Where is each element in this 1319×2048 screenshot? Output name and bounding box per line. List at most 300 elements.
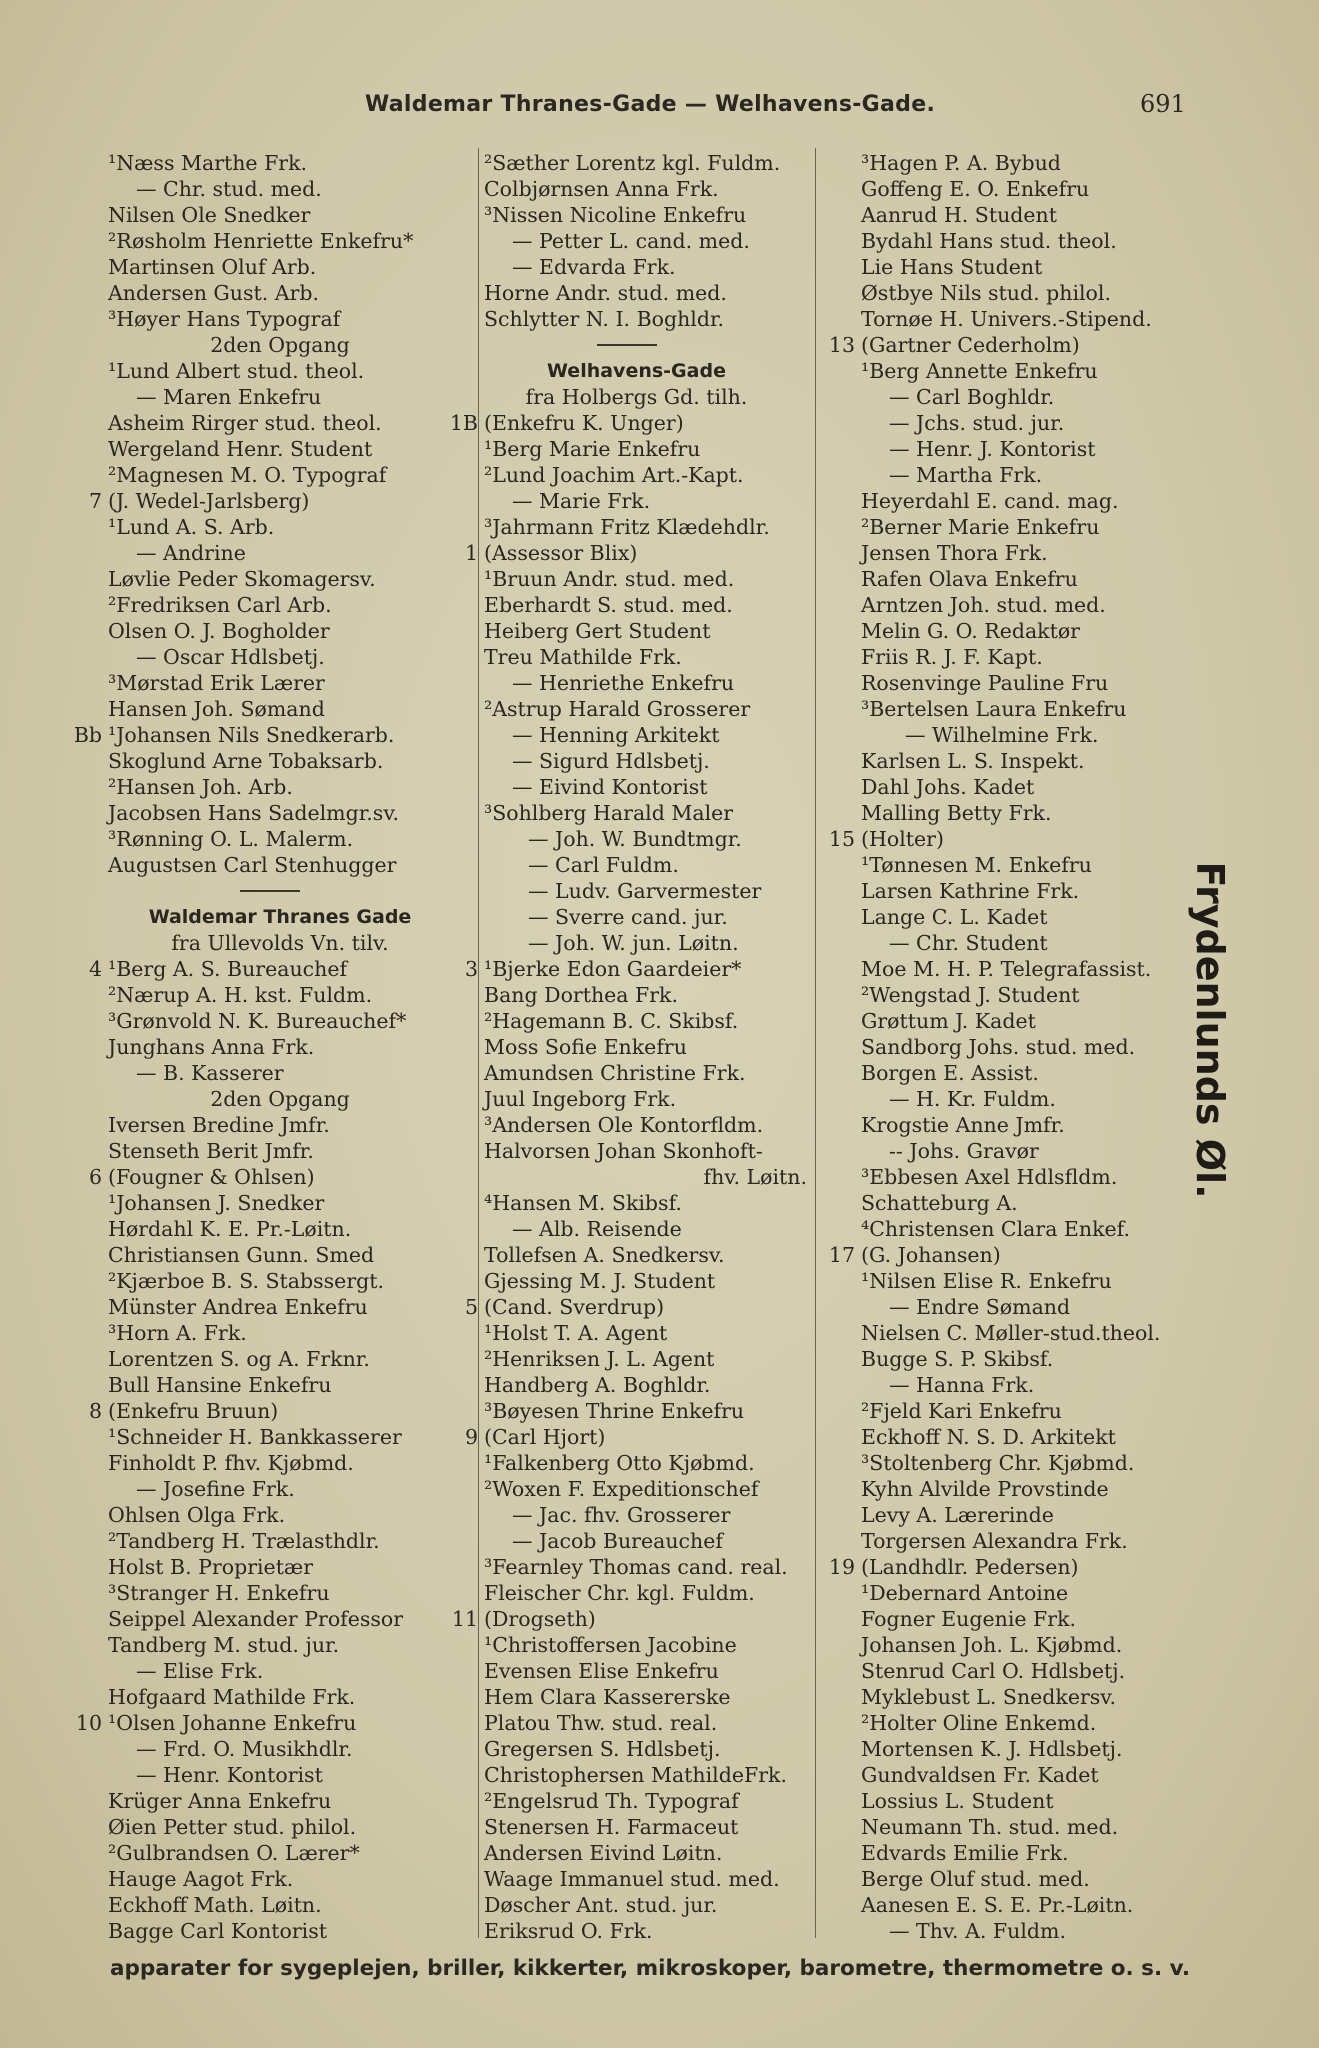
directory-entry [438, 1866, 815, 1892]
entry-text: (Drogseth) [484, 1607, 596, 1631]
entry-text: Malling Betty Frk. [861, 801, 1052, 825]
directory-entry [62, 1086, 478, 1112]
directory-entry [815, 774, 1185, 800]
directory-entry [815, 1424, 1185, 1450]
entry-text: Rafen Olava Enkefru [861, 567, 1078, 591]
entry-text: (Gartner Cederholm) [861, 333, 1080, 357]
directory-entry [438, 1060, 815, 1086]
directory-entry [438, 228, 815, 254]
directory-entry [62, 384, 478, 410]
directory-entry [62, 1242, 478, 1268]
directory-entry [62, 1710, 478, 1736]
directory-entry [438, 1814, 815, 1840]
directory-entry [815, 1580, 1185, 1606]
directory-entry [815, 1320, 1185, 1346]
directory-entry [62, 1424, 478, 1450]
directory-entry [815, 592, 1185, 618]
directory-entry [62, 1580, 478, 1606]
entry-text: ¹Debernard Antoine [861, 1581, 1069, 1605]
directory-entry [815, 1346, 1185, 1372]
street-heading-text: Waldemar Thranes Gade [148, 906, 412, 928]
entry-text: (Fougner & Ohlsen) [108, 1165, 315, 1189]
directory-entry [438, 1684, 815, 1710]
directory-entry [438, 592, 815, 618]
directory-entry [438, 1762, 815, 1788]
entry-text: Asheim Rirger stud. theol. [108, 411, 382, 435]
directory-entry [62, 566, 478, 592]
directory-entry [62, 1554, 478, 1580]
directory-entry [62, 1138, 478, 1164]
directory-entry [815, 670, 1185, 696]
directory-entry [438, 1580, 815, 1606]
directory-entry [815, 332, 1185, 358]
column-2 [438, 150, 815, 1944]
directory-entry [62, 228, 478, 254]
directory-entry [815, 1216, 1185, 1242]
entry-text: Heiberg Gert Student [484, 619, 711, 643]
entry-text: Horne Andr. stud. med. [484, 281, 727, 305]
entry-text: Martinsen Oluf Arb. [108, 255, 317, 279]
directory-entry [62, 462, 478, 488]
directory-entry [438, 540, 815, 566]
entry-text: ³Horn A. Frk. [108, 1321, 247, 1345]
entry-text: Tandberg M. stud. jur. [108, 1633, 340, 1657]
entry-text: — Elise Frk. [136, 1659, 264, 1683]
page-number: 691 [1140, 90, 1186, 118]
directory-entry [62, 1034, 478, 1060]
directory-entry [62, 1320, 478, 1346]
entry-text: — B. Kasserer [136, 1061, 284, 1085]
directory-entry [62, 1502, 478, 1528]
directory-entry [62, 644, 478, 670]
directory-entry [438, 618, 815, 644]
entry-text: ¹Schneider H. Bankkasserer [108, 1425, 402, 1449]
entry-text: — Ludv. Garvermester [528, 879, 762, 903]
directory-entry [815, 488, 1185, 514]
entry-text: Fogner Eugenie Frk. [861, 1607, 1077, 1631]
house-number: 17 [828, 1243, 855, 1267]
street-heading [62, 904, 478, 930]
directory-entry [438, 1268, 815, 1294]
entry-text: Christophersen MathildeFrk. [484, 1763, 787, 1787]
entry-text: (J. Wedel-Jarlsberg) [108, 489, 310, 513]
directory-entry [815, 1632, 1185, 1658]
entry-text: ³Høyer Hans Typograf [108, 307, 341, 331]
house-number: 7 [88, 489, 102, 513]
entry-text: Torgersen Alexandra Frk. [861, 1529, 1128, 1553]
entry-text: ³Hagen P. A. Bybud [861, 151, 1061, 175]
directory-entry [438, 852, 815, 878]
entry-text: Lossius L. Student [861, 1789, 1054, 1813]
directory-entry [815, 956, 1185, 982]
directory-entry [815, 982, 1185, 1008]
entry-text: ¹Johansen J. Snedker [108, 1191, 325, 1215]
entry-text: — Jchs. stud. jur. [889, 411, 1065, 435]
entry-text: Nilsen Ole Snedker [108, 203, 311, 227]
entry-text: (Cand. Sverdrup) [484, 1295, 665, 1319]
entry-text: ³Mørstad Erik Lærer [108, 671, 325, 695]
entry-text: Berge Oluf stud. med. [861, 1867, 1090, 1891]
entry-text: Jacobsen Hans Sadelmgr.sv. [108, 801, 399, 825]
entry-text: ¹Nilsen Elise R. Enkefru [861, 1269, 1112, 1293]
entry-text: Seippel Alexander Professor [108, 1607, 404, 1631]
entry-text: Augustsen Carl Stenhugger [108, 853, 397, 877]
directory-entry [438, 1632, 815, 1658]
section-divider [438, 332, 815, 358]
entry-text: (Enkefru Bruun) [108, 1399, 279, 1423]
directory-entry [62, 1762, 478, 1788]
directory-entry [438, 1840, 815, 1866]
entry-text: fhv. Løitn. [703, 1165, 807, 1189]
directory-entry [438, 1372, 815, 1398]
directory-entry [62, 1814, 478, 1840]
directory-entry [62, 800, 478, 826]
entry-text: Nielsen C. Møller-stud.theol. [861, 1321, 1161, 1345]
entry-text: Tornøe H. Univers.-Stipend. [861, 307, 1152, 331]
entry-text: Wergeland Henr. Student [108, 437, 373, 461]
entry-text: Kyhn Alvilde Provstinde [861, 1477, 1109, 1501]
directory-entry [438, 488, 815, 514]
entry-text: — Henr. J. Kontorist [889, 437, 1096, 461]
directory-entry [815, 1762, 1185, 1788]
entry-text: Stenersen H. Farmaceut [484, 1815, 739, 1839]
entry-text: Platou Thw. stud. real. [484, 1711, 718, 1735]
directory-entry [62, 1294, 478, 1320]
entry-text: — Hanna Frk. [889, 1373, 1035, 1397]
column-3 [815, 150, 1185, 1944]
directory-entry [438, 670, 815, 696]
entry-text: ³Ebbesen Axel Hdlsfldm. [861, 1165, 1118, 1189]
entry-text: ¹Næss Marthe Frk. [108, 151, 308, 175]
divider-rule [240, 890, 300, 892]
entry-text: Eriksrud O. Frk. [484, 1919, 653, 1943]
entry-text: — Maren Enkefru [136, 385, 322, 409]
entry-text: ³Bertelsen Laura Enkefru [861, 697, 1127, 721]
directory-entry [815, 1528, 1185, 1554]
entry-text: — Joh. W. jun. Løitn. [528, 931, 739, 955]
directory-entry [815, 436, 1185, 462]
directory-entry [815, 852, 1185, 878]
directory-entry [62, 358, 478, 384]
directory-entry [438, 1242, 815, 1268]
entry-text: — Petter L. cand. med. [512, 229, 750, 253]
entry-text: Løvlie Peder Skomagersv. [108, 567, 376, 591]
directory-entry [62, 1216, 478, 1242]
entry-text: — Jac. fhv. Grosserer [512, 1503, 731, 1527]
directory-entry [438, 1424, 815, 1450]
directory-entry [815, 1554, 1185, 1580]
directory-entry [438, 1710, 815, 1736]
entry-text: ³Grønvold N. K. Bureauchef* [108, 1009, 407, 1033]
directory-entry [62, 1788, 478, 1814]
entry-text: Aanrud H. Student [861, 203, 1057, 227]
directory-entry [815, 1086, 1185, 1112]
directory-entry [62, 1450, 478, 1476]
directory-entry [62, 774, 478, 800]
entry-text: Skoglund Arne Tobaksarb. [108, 749, 384, 773]
directory-entry [62, 1268, 478, 1294]
entry-text: Døscher Ant. stud. jur. [484, 1893, 718, 1917]
entry-text: ²Røsholm Henriette Enkefru* [108, 229, 414, 253]
directory-entry [438, 748, 815, 774]
directory-entry [438, 1450, 815, 1476]
directory-entry [815, 1112, 1185, 1138]
entry-text: ³Rønning O. L. Malerm. [108, 827, 354, 851]
directory-entry [62, 1892, 478, 1918]
entry-text: Handberg A. Boghldr. [484, 1373, 711, 1397]
street-heading [438, 358, 815, 384]
house-number: 19 [828, 1555, 855, 1579]
entry-text: — Sigurd Hdlsbetj. [512, 749, 710, 773]
directory-entry [62, 306, 478, 332]
entry-text: Myklebust L. Snedkersv. [861, 1685, 1116, 1709]
directory-entry [62, 280, 478, 306]
directory-entry [815, 358, 1185, 384]
directory-entry [438, 1788, 815, 1814]
entry-text: Mortensen K. J. Hdlsbetj. [861, 1737, 1123, 1761]
directory-entry [62, 1190, 478, 1216]
side-advertisement [1185, 861, 1235, 1199]
entry-text: ¹Lund A. S. Arb. [108, 515, 275, 539]
directory-entry [62, 852, 478, 878]
directory-entry [62, 722, 478, 748]
directory-entry [62, 202, 478, 228]
directory-entry [815, 1866, 1185, 1892]
side-advertisement-text: Frydenlunds Øl. [1188, 861, 1232, 1199]
entry-text: Bull Hansine Enkefru [108, 1373, 332, 1397]
entry-text: Eckhoff Math. Løitn. [108, 1893, 322, 1917]
entry-text: Moss Sofie Enkefru [484, 1035, 687, 1059]
house-number: 9 [464, 1425, 478, 1449]
entry-text: ⁴Christensen Clara Enkef. [861, 1217, 1131, 1241]
entry-text: (Enkefru K. Unger) [484, 411, 684, 435]
entry-text: Gundvaldsen Fr. Kadet [861, 1763, 1099, 1787]
entry-text: — Edvarda Frk. [512, 255, 676, 279]
directory-entry [438, 930, 815, 956]
directory-entry [815, 1398, 1185, 1424]
directory-entry [438, 462, 815, 488]
entry-text: — Henriethe Enkefru [512, 671, 735, 695]
entry-text: Melin G. O. Redaktør [861, 619, 1080, 643]
directory-entry [815, 1918, 1185, 1944]
directory-entry [815, 1710, 1185, 1736]
directory-entry [815, 306, 1185, 332]
house-number: 6 [88, 1165, 102, 1189]
directory-entry [438, 1086, 815, 1112]
entry-text: Dahl Johs. Kadet [861, 775, 1035, 799]
entry-text: Lie Hans Student [861, 255, 1043, 279]
entry-text: ²Fjeld Kari Enkefru [861, 1399, 1062, 1423]
directory-entry [438, 878, 815, 904]
directory-entry [62, 540, 478, 566]
directory-entry [438, 826, 815, 852]
directory-entry [815, 280, 1185, 306]
entry-text: Junghans Anna Frk. [108, 1035, 315, 1059]
house-number: 10 [75, 1711, 102, 1735]
directory-entry [62, 748, 478, 774]
directory-entry [438, 956, 815, 982]
directory-entry [62, 592, 478, 618]
directory-entry [62, 670, 478, 696]
entry-text: Andersen Eivind Løitn. [484, 1841, 723, 1865]
entry-text: fra Holbergs Gd. tilh. [525, 385, 748, 409]
directory-entry [815, 904, 1185, 930]
directory-entry [438, 1138, 815, 1164]
directory-entry [815, 722, 1185, 748]
directory-entry [438, 1476, 815, 1502]
directory-entry [815, 826, 1185, 852]
directory-entry [62, 176, 478, 202]
entry-text: ²Magnesen M. O. Typograf [108, 463, 387, 487]
entry-text: fra Ullevolds Vn. tilv. [171, 931, 389, 955]
entry-text: — Andrine [136, 541, 246, 565]
directory-entry [62, 826, 478, 852]
entry-text: — Henr. Kontorist [136, 1763, 323, 1787]
directory-entry [438, 1398, 815, 1424]
entry-text: — Chr. stud. med. [136, 177, 322, 201]
entry-text: — Carl Boghldr. [889, 385, 1055, 409]
directory-entry [438, 1346, 815, 1372]
entry-text: ²Nærup A. H. kst. Fuldm. [108, 983, 373, 1007]
directory-entry [62, 150, 478, 176]
directory-entry [815, 1840, 1185, 1866]
directory-entry [62, 696, 478, 722]
entry-text: (Assessor Blix) [484, 541, 638, 565]
directory-entry [815, 1268, 1185, 1294]
entry-text: — Chr. Student [889, 931, 1048, 955]
house-number: 8 [88, 1399, 102, 1423]
directory-entry [438, 1112, 815, 1138]
directory-entry [62, 1164, 478, 1190]
house-number: 11 [451, 1607, 478, 1631]
entry-text: — Josefine Frk. [136, 1477, 295, 1501]
entry-text: ¹Berg A. S. Bureauchef [108, 957, 348, 981]
entry-text: Andersen Gust. Arb. [108, 281, 320, 305]
entry-text: Iversen Bredine Jmfr. [108, 1113, 330, 1137]
directory-entry [438, 1216, 815, 1242]
directory-entry [438, 1918, 815, 1944]
entry-text: ²Astrup Harald Grosserer [484, 697, 751, 721]
directory-entry [438, 1034, 815, 1060]
entry-text: — H. Kr. Fuldm. [889, 1087, 1056, 1111]
entry-text: Colbjørnsen Anna Frk. [484, 177, 719, 201]
house-number: 4 [88, 957, 102, 981]
entry-text: Grøttum J. Kadet [861, 1009, 1036, 1033]
entry-text: Neumann Th. stud. med. [861, 1815, 1119, 1839]
section-divider [62, 878, 478, 904]
directory-entry [438, 1294, 815, 1320]
entry-text: Finholdt P. fhv. Kjøbmd. [108, 1451, 354, 1475]
entry-text: Friis R. J. F. Kapt. [861, 645, 1043, 669]
directory-entry [815, 1892, 1185, 1918]
entry-text: ²Wengstad J. Student [861, 983, 1080, 1007]
directory-entry [62, 1866, 478, 1892]
entry-text: ²Henriksen J. L. Agent [484, 1347, 715, 1371]
entry-text: Stenrud Carl O. Hdlsbetj. [861, 1659, 1126, 1683]
entry-text: ¹Johansen Nils Snedkerarb. [108, 723, 395, 747]
directory-entry [815, 1190, 1185, 1216]
directory-entry [438, 800, 815, 826]
directory-entry [438, 1554, 815, 1580]
entry-text: Amundsen Christine Frk. [484, 1061, 746, 1085]
directory-entry [815, 1606, 1185, 1632]
entry-text: ³Bøyesen Thrine Enkefru [484, 1399, 745, 1423]
entry-text: Hørdahl K. E. Pr.-Løitn. [108, 1217, 352, 1241]
entry-text: Schlytter N. I. Boghldr. [484, 307, 725, 331]
directory-entry [438, 280, 815, 306]
directory-entry [62, 436, 478, 462]
entry-text: ³Sohlberg Harald Maler [484, 801, 734, 825]
entry-text: ³Nissen Nicoline Enkefru [484, 203, 747, 227]
entry-text: ¹Christoffersen Jacobine [484, 1633, 737, 1657]
directory-entry [815, 540, 1185, 566]
entry-text: Tollefsen A. Snedkersv. [484, 1243, 725, 1267]
entry-text: Hansen Joh. Sømand [108, 697, 325, 721]
entry-text: ¹Bruun Andr. stud. med. [484, 567, 735, 591]
entry-text: ²Hagemann B. C. Skibsf. [484, 1009, 739, 1033]
directory-entry [438, 176, 815, 202]
directory-entry [438, 1164, 815, 1190]
directory-entry [815, 1372, 1185, 1398]
directory-entry [815, 410, 1185, 436]
entry-text: ²Tandberg H. Trælasthdlr. [108, 1529, 380, 1553]
directory-entry [62, 1060, 478, 1086]
entry-text: — Thv. A. Fuldm. [889, 1919, 1066, 1943]
entry-text: 2den Opgang [210, 1087, 350, 1111]
house-number: Bb [73, 723, 102, 747]
directory-entry [62, 982, 478, 1008]
directory-entry [62, 1840, 478, 1866]
entry-text: Gjessing M. J. Student [484, 1269, 716, 1293]
column-1 [62, 150, 478, 1944]
entry-text: Østbye Nils stud. philol. [861, 281, 1111, 305]
directory-entry [62, 956, 478, 982]
house-number: 5 [464, 1295, 478, 1319]
directory-entry [815, 1502, 1185, 1528]
entry-text: (Holter) [861, 827, 944, 851]
street-heading-text: Welhavens-Gade [547, 360, 726, 382]
entry-text: Bugge S. P. Skibsf. [861, 1347, 1054, 1371]
entry-text: ¹Berg Marie Enkefru [484, 437, 701, 461]
entry-text: — Oscar Hdlsbetj. [136, 645, 325, 669]
directory-entry [438, 436, 815, 462]
directory-entry [62, 514, 478, 540]
entry-text: ¹Holst T. A. Agent [484, 1321, 668, 1345]
entry-text: ³Stoltenberg Chr. Kjøbmd. [861, 1451, 1135, 1475]
entry-text: Goffeng E. O. Enkefru [861, 177, 1090, 201]
entry-text: Münster Andrea Enkefru [108, 1295, 368, 1319]
entry-text: Lange C. L. Kadet [861, 905, 1048, 929]
directory-entry [438, 982, 815, 1008]
divider-rule [597, 344, 657, 346]
entry-text: — Frd. O. Musikhdlr. [136, 1737, 353, 1761]
entry-text: Levy A. Lærerinde [861, 1503, 1054, 1527]
directory-entry [438, 774, 815, 800]
house-number: 1B [449, 411, 478, 435]
directory-entry [438, 150, 815, 176]
entry-text: ⁴Hansen M. Skibsf. [484, 1191, 682, 1215]
entry-text: Schatteburg A. [861, 1191, 1018, 1215]
directory-entry [815, 1008, 1185, 1034]
entry-text: Heyerdahl E. cand. mag. [861, 489, 1119, 513]
entry-text: ³Andersen Ole Kontorfldm. [484, 1113, 764, 1137]
directory-entry [62, 410, 478, 436]
directory-entry [62, 618, 478, 644]
entry-text: — Martha Frk. [889, 463, 1043, 487]
entry-text: ²Kjærboe B. S. Stabssergt. [108, 1269, 384, 1293]
directory-entry [62, 1528, 478, 1554]
directory-entry [438, 566, 815, 592]
